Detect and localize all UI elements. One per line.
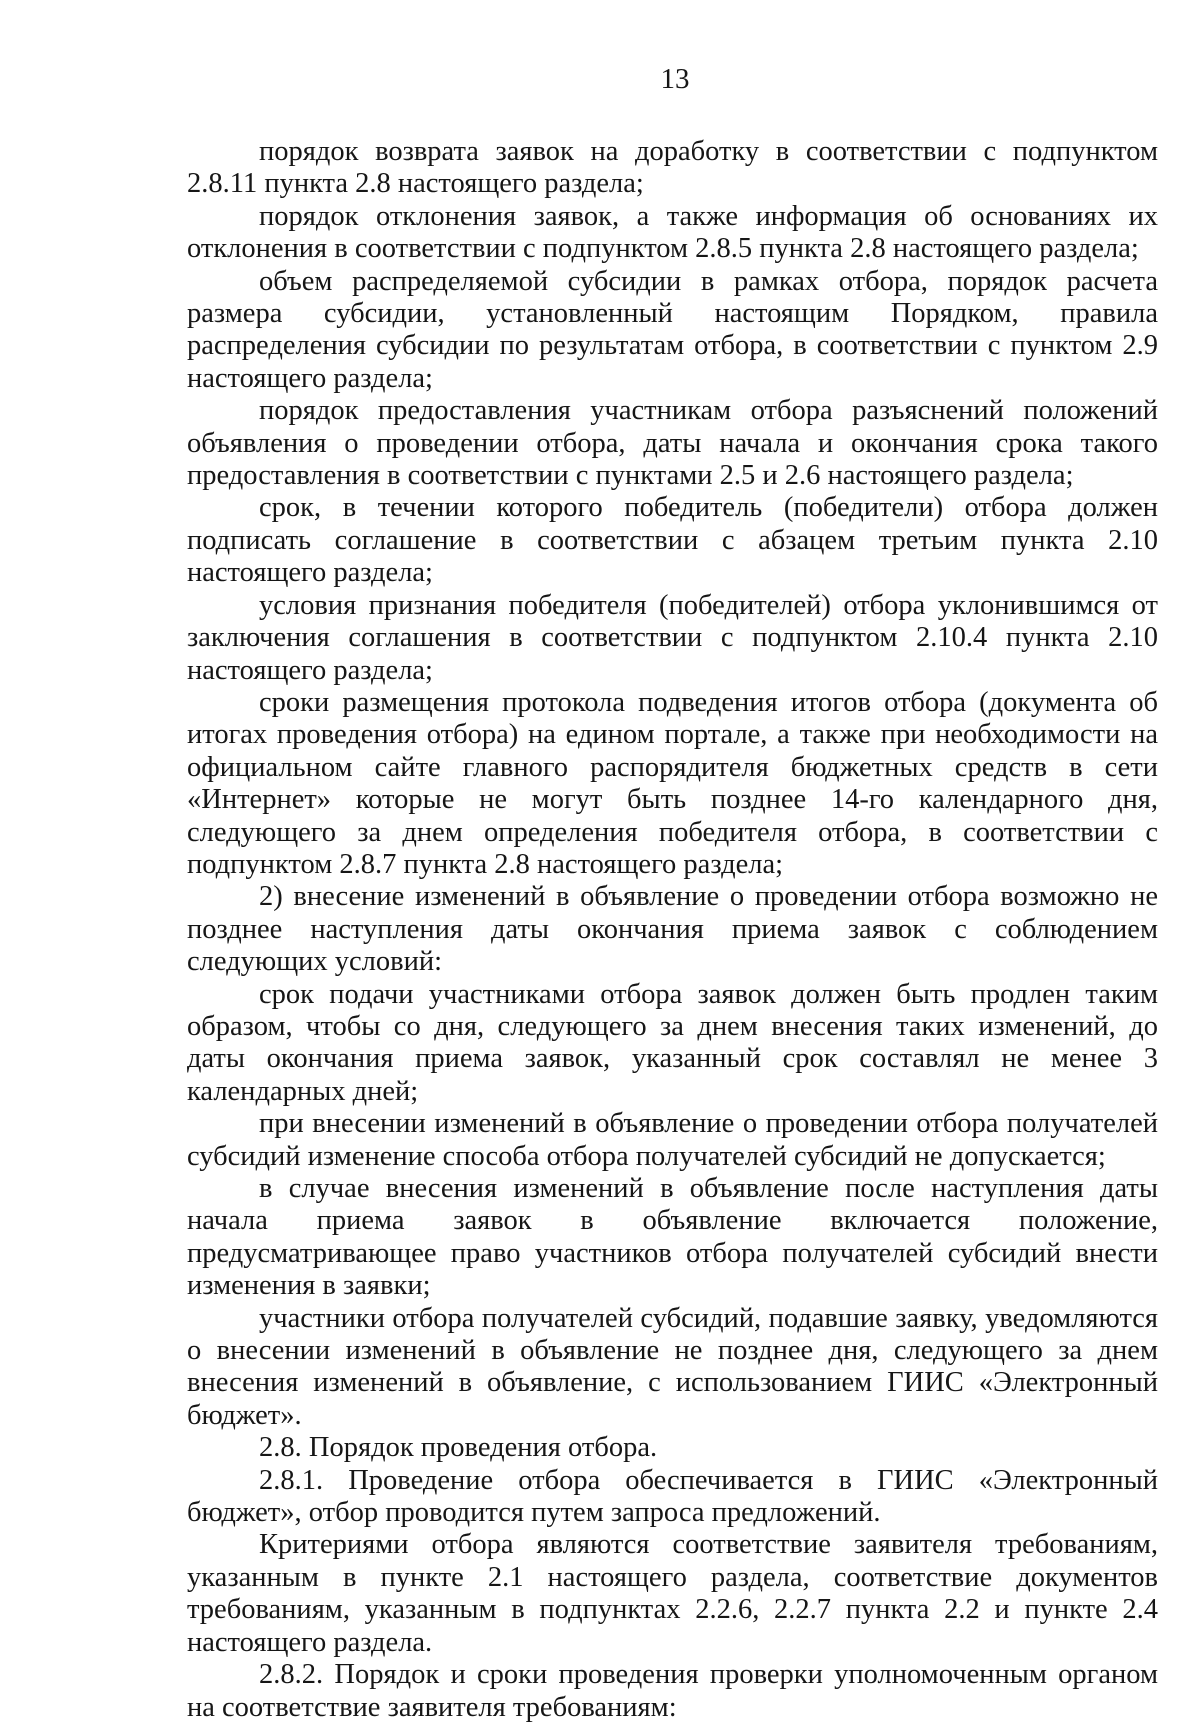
page-number: 13: [660, 63, 690, 95]
paragraph: срок подачи участниками отбора заявок должен быть продлен таким образом, чтобы со дня, следующего за днем внесения таких изменений, до даты окончания приема заявок, указанный срок составлял не менее 3 календарных дней;: [187, 978, 1158, 1107]
paragraph: при внесении изменений в объявление о проведении отбора получателей субсидий изменение способа отбора получателей субсидий не допускается;: [187, 1108, 1158, 1172]
paragraph: 2.8.2. Порядок и сроки проведения проверки уполномоченным органом на соответствие заявителя требованиям:: [187, 1659, 1158, 1723]
paragraph: 2.8.1. Проведение отбора обеспечивается в ГИИС «Электронный бюджет», отбор проводится путем запроса предложений.: [187, 1464, 1158, 1529]
paragraph: условия признания победителя (победителей) отбора уклонившимся от заключения соглашения в соответствии с подпунктом 2.10.4 пункта 2.10 настоящего раздела;: [187, 589, 1158, 686]
paragraph: объем распределяемой субсидии в рамках отбора, порядок расчета размера субсидии, установленный настоящим Порядком, правила распределения субсидии по результатам отбора, в соответствии с пунктом 2.9 настоящего раздела;: [187, 265, 1158, 394]
document-body: [187, 136, 1158, 1724]
paragraph: в случае внесения изменений в объявление после наступления даты начала приема заявок в объявление включается положение, предусматривающее право участников отбора получателей субсидий внести изменения в заявки;: [187, 1173, 1158, 1302]
paragraph: участники отбора получателей субсидий, подавшие заявку, уведомляются о внесении изменений в объявление не позднее дня, следующего за днем внесения изменений в объявление, с использованием ГИИС «Электронный бюджет».: [187, 1302, 1158, 1431]
paragraph: 2) внесение изменений в объявление о проведении отбора возможно не позднее наступления даты окончания приема заявок с соблюдением следующих условий:: [187, 881, 1158, 978]
paragraph: Критериями отбора являются соответствие заявителя требованиям, указанным в пункте 2.1 настоящего раздела, соответствие документов требованиям, указанным в подпунктах 2.2.6, 2.2.7 пункта 2.2 и пункте 2.4 настоящего раздела.: [187, 1529, 1158, 1658]
paragraph: срок, в течении которого победитель (победители) отбора должен подписать соглашение в соответствии с абзацем третьим пункта 2.10 настоящего раздела;: [187, 492, 1158, 589]
paragraph: порядок предоставления участникам отбора разъяснений положений объявления о проведении отбора, даты начала и окончания срока такого предоставления в соответствии с пунктами 2.5 и 2.6 настоящего раздела;: [187, 395, 1158, 492]
paragraph: сроки размещения протокола подведения итогов отбора (документа об итогах проведения отбора) на едином портале, а также при необходимости на официальном сайте главного распорядителя бюджетных средств в сети «Интернет» которые не могут быть позднее 14-го календарного дня, следующего за днем определения победителя отбора, в соответствии с подпунктом 2.8.7 пункта 2.8 настоящего раздела;: [187, 686, 1158, 880]
section-heading: 2.8. Порядок проведения отбора.: [259, 1432, 658, 1464]
paragraph: порядок возврата заявок на доработку в соответствии с подпунктом 2.8.11 пункта 2.8 настоящего раздела;: [187, 136, 1158, 200]
paragraph: порядок отклонения заявок, а также информация об основаниях их отклонения в соответствии с подпунктом 2.8.5 пункта 2.8 настоящего раздела;: [187, 200, 1158, 265]
